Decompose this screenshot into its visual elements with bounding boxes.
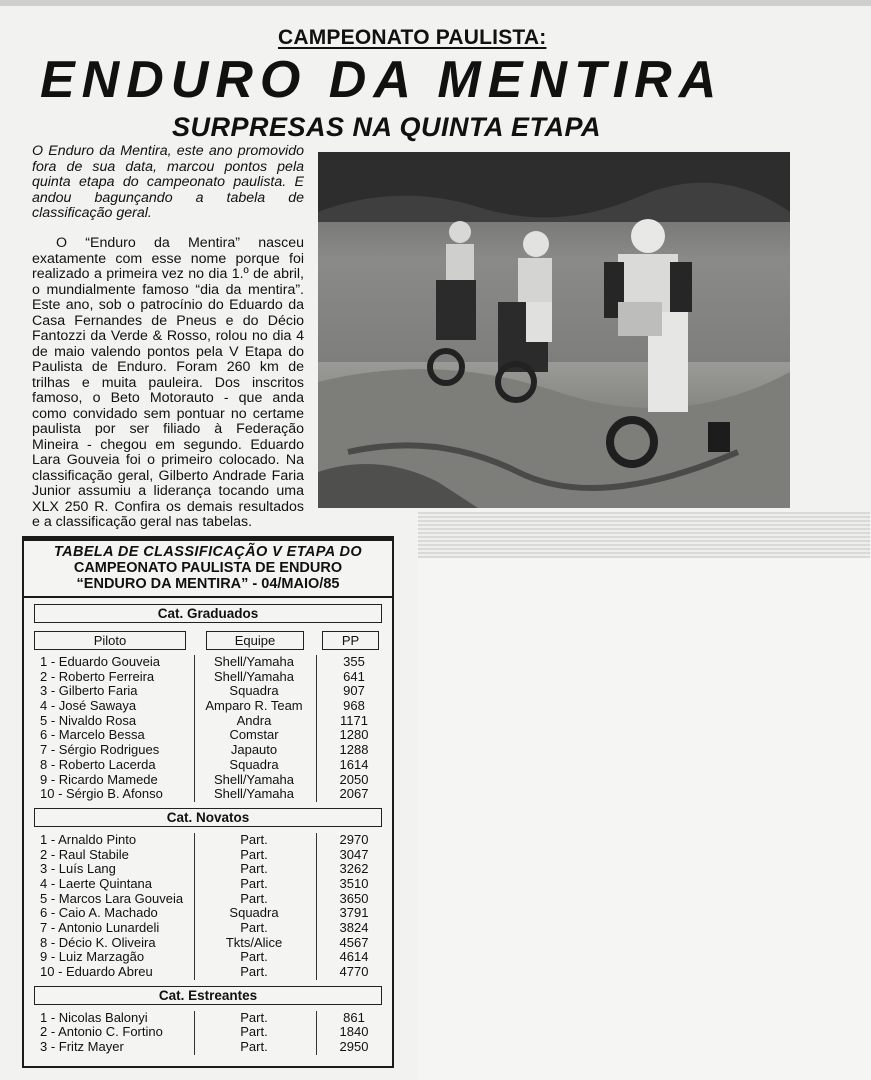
pilot-name-cell: 10 - Sérgio B. Afonso: [40, 786, 163, 802]
team-cell: Andra: [236, 712, 272, 728]
team-cell: Amparo R. Team: [205, 698, 303, 714]
points-cell: 1171: [340, 712, 368, 728]
category-rows: [24, 655, 392, 802]
category-header: Cat. Graduados: [34, 604, 382, 623]
table-row: [24, 1040, 392, 1055]
team-cell: Part.: [240, 920, 268, 935]
table-row: [24, 1011, 392, 1026]
category-header: Cat. Estreantes: [34, 986, 382, 1005]
points-cell: 907: [343, 683, 365, 699]
team-cell: Part.: [240, 964, 268, 980]
blank-paper-area: [418, 558, 871, 1080]
points-cell: 4770: [339, 964, 369, 980]
table-row: [24, 787, 392, 802]
category-header: Cat. Novatos: [34, 808, 382, 827]
column-header-points: PP: [322, 631, 379, 650]
team-cell: Squadra: [229, 683, 279, 699]
pilot-name-cell: 1 - Eduardo Gouveia: [40, 654, 160, 669]
points-cell: 3262: [339, 861, 369, 877]
table-title-line2: CAMPEONATO PAULISTA DE ENDURO: [73, 560, 343, 576]
team-cell: Squadra: [229, 756, 279, 772]
points-cell: 861: [343, 1009, 365, 1025]
pilot-name-cell: 7 - Sérgio Rodrigues: [40, 742, 160, 758]
points-cell: 2067: [339, 786, 369, 802]
team-cell: Part.: [240, 1009, 268, 1025]
pilot-name-cell: 1 - Nicolas Balonyi: [40, 1009, 148, 1025]
table-row: [24, 758, 392, 773]
article-lede: O Enduro da Mentira, este ano promovido fora de sua data, marcou pontos pela quinta etapa do campeonato paulista. E andou bagunçando a tabela de classificação geral.: [32, 143, 304, 221]
pilot-name-cell: 2 - Raul Stabile: [40, 846, 129, 862]
points-cell: 3047: [339, 846, 369, 862]
points-cell: 4614: [339, 949, 369, 965]
points-cell: 2970: [339, 831, 369, 847]
table-row: [24, 862, 392, 877]
table-row: [24, 773, 392, 788]
team-cell: Part.: [240, 831, 268, 847]
article-body: O “Enduro da Mentira” nasceu exatamente com esse nome porque foi realizado a primeira vez no dia 1.º de abril, o mundialmente famoso “dia da mentira”. Este ano, sob o patrocínio do Eduardo da Casa Fernandes de Pneus e do Décio Fantozzi da Verde & Rosso, rolou no dia 4 de maio valendo pontos pela V Etapa do Paulista de Enduro. Foram 260 km de trilhas e muita pauleira. Dos inscritos famoso, o Beto Motorauto - que anda como convidado sem pontuar no certame paulista por ser filiado à Federação Mineira - chegou em segundo. Eduardo Lara Gouveia foi o primeiro colocado. Na classificação geral, Gilberto Andrade Faria Junior assumiu a liderança tocando uma XLX 250 R. Confira os demais resultados e a classificação geral nas tabelas.: [32, 235, 304, 530]
team-cell: Squadra: [229, 905, 279, 921]
table-row: [24, 906, 392, 921]
team-cell: Shell/Yamaha: [214, 668, 294, 684]
points-cell: 641: [343, 668, 365, 684]
team-cell: Japauto: [230, 742, 278, 758]
results-table: [22, 536, 394, 1068]
table-row: [24, 728, 392, 743]
points-cell: 355: [343, 654, 365, 669]
points-cell: 1614: [339, 756, 369, 772]
table-row: [24, 699, 392, 714]
pilot-name-cell: 2 - Roberto Ferreira: [40, 668, 155, 684]
column-header-pilot: Piloto: [34, 631, 186, 650]
pilot-name-cell: 9 - Ricardo Mamede: [40, 771, 158, 787]
table-title-line1: TABELA DE CLASSIFICAÇÃO V ETAPA DO: [53, 544, 363, 560]
points-cell: 2050: [339, 771, 369, 787]
table-row: [24, 936, 392, 951]
pilot-name-cell: 5 - Nivaldo Rosa: [40, 712, 137, 728]
table-row: [24, 833, 392, 848]
table-row: [24, 950, 392, 965]
points-cell: 3791: [339, 905, 369, 921]
points-cell: 2950: [339, 1039, 369, 1055]
pilot-name-cell: 8 - Roberto Lacerda: [40, 756, 156, 772]
team-cell: Part.: [240, 1024, 268, 1040]
pilot-name-cell: 3 - Fritz Mayer: [40, 1039, 124, 1055]
table-row: [24, 743, 392, 758]
team-cell: Shell/Yamaha: [214, 771, 294, 787]
table-row: [24, 892, 392, 907]
pilot-name-cell: 3 - Gilberto Faria: [40, 683, 138, 699]
headline: ENDURO DA MENTIRA: [40, 51, 724, 109]
pilot-name-cell: 7 - Antonio Lunardeli: [40, 920, 160, 935]
table-row: [24, 848, 392, 863]
table-row: [24, 670, 392, 685]
table-row: [24, 655, 392, 670]
team-cell: Shell/Yamaha: [214, 786, 294, 802]
table-row: [24, 1025, 392, 1040]
table-row: [24, 714, 392, 729]
kicker: CAMPEONATO PAULISTA:: [278, 26, 547, 49]
team-cell: Part.: [240, 875, 268, 891]
team-cell: Part.: [240, 861, 268, 877]
category-rows: [24, 1011, 392, 1055]
subheadline: SURPRESAS NA QUINTA ETAPA: [172, 112, 602, 142]
team-cell: Comstar: [229, 727, 279, 743]
team-cell: Part.: [240, 890, 268, 906]
team-cell: Part.: [240, 846, 268, 862]
points-cell: 3510: [339, 875, 369, 891]
table-title-line3: “ENDURO DA MENTIRA” - 04/MAIO/85: [76, 576, 340, 592]
motocross-riders-photo: [318, 152, 790, 508]
column-headers: [24, 631, 392, 651]
table-row: [24, 965, 392, 980]
pilot-name-cell: 10 - Eduardo Abreu: [40, 964, 153, 980]
team-cell: Shell/Yamaha: [214, 654, 294, 669]
table-row: [24, 877, 392, 892]
team-cell: Tkts/Alice: [225, 934, 283, 950]
points-cell: 3650: [339, 890, 369, 906]
pilot-name-cell: 2 - Antonio C. Fortino: [40, 1024, 163, 1040]
category-rows: [24, 833, 392, 980]
pilot-name-cell: 9 - Luiz Marzagão: [40, 949, 145, 965]
scan-edge: [0, 0, 871, 6]
pilot-name-cell: 3 - Luís Lang: [40, 861, 116, 877]
pilot-name-cell: 6 - Caio A. Machado: [40, 905, 158, 921]
points-cell: 3824: [339, 920, 369, 935]
team-cell: Part.: [240, 949, 268, 965]
column-header-team: Equipe: [206, 631, 304, 650]
points-cell: 4567: [339, 934, 369, 950]
points-cell: 1840: [339, 1024, 369, 1040]
table-row: [24, 684, 392, 699]
title-divider: [24, 596, 392, 598]
pilot-name-cell: 1 - Arnaldo Pinto: [40, 831, 137, 847]
pilot-name-cell: 8 - Décio K. Oliveira: [40, 934, 156, 950]
team-cell: Part.: [240, 1039, 268, 1055]
pilot-name-cell: 4 - Laerte Quintana: [40, 875, 153, 891]
points-cell: 1280: [339, 727, 369, 743]
pilot-name-cell: 6 - Marcelo Bessa: [40, 727, 145, 743]
points-cell: 968: [343, 698, 365, 714]
pilot-name-cell: 5 - Marcos Lara Gouveia: [40, 890, 184, 906]
points-cell: 1288: [339, 742, 369, 758]
pilot-name-cell: 4 - José Sawaya: [40, 698, 137, 714]
table-row: [24, 921, 392, 936]
